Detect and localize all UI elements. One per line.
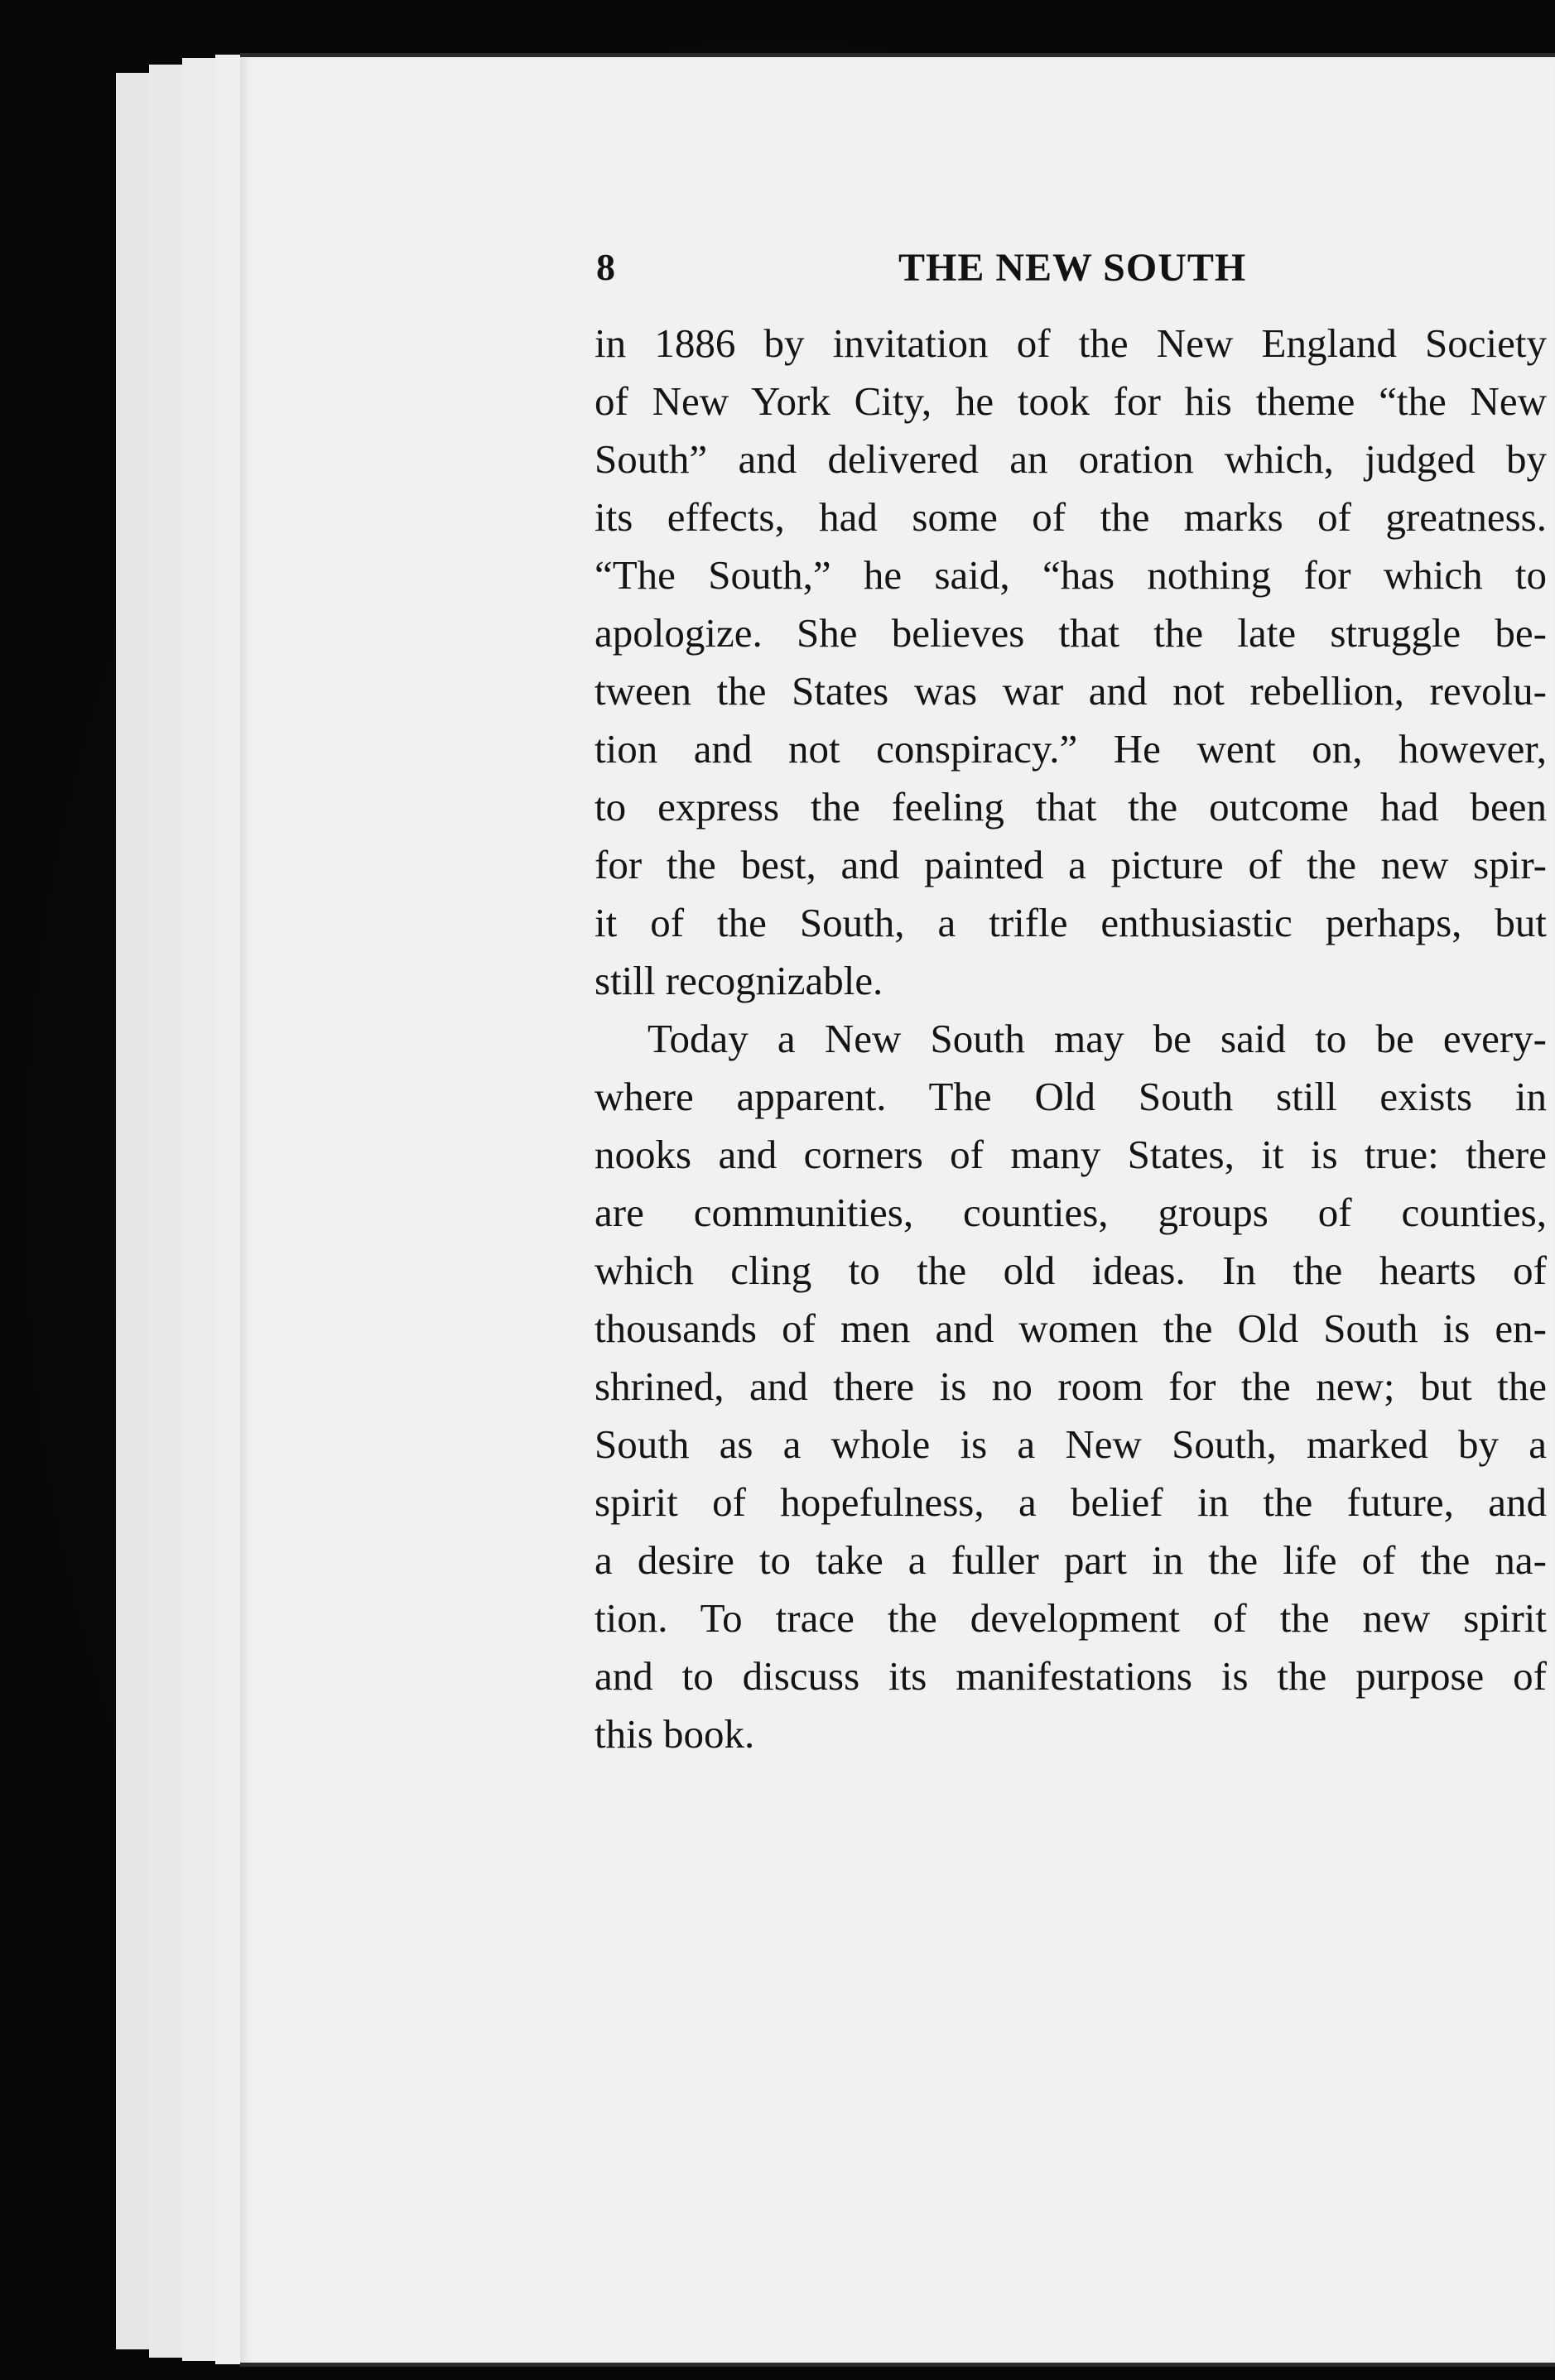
text-line: “The South,” he said, “has nothing for which to [595,552,1547,598]
body-text [595,315,1547,1763]
text-line: Today a New South may be said to be every- [648,1016,1547,1061]
text-line: a desire to take a fuller part in the life of the na- [595,1537,1547,1583]
text-line: of New York City, he took for his theme “the New [595,378,1547,424]
page-stack-edge [182,58,216,2361]
paragraph-1 [595,315,1547,1010]
text-line: South as a whole is a New South, marked by a [595,1421,1547,1467]
text-line: tion. To trace the development of the new spirit [595,1595,1547,1641]
text-line: this book. [595,1711,755,1757]
text-line: still recognizable. [595,958,883,1003]
page-top-edge [240,53,1555,57]
text-line: its effects, had some of the marks of greatness. [595,494,1547,540]
text-line: which cling to the old ideas. In the hearts of [595,1248,1547,1293]
text-line: and to discuss its manifestations is the purpose of [595,1653,1547,1699]
text-line: to express the feeling that the outcome had been [595,784,1547,829]
text-line: spirit of hopefulness, a belief in the future, and [595,1479,1547,1525]
page-number: 8 [596,246,615,288]
page-bottom-edge [240,2363,1555,2367]
text-line: where apparent. The Old South still exists in [595,1074,1547,1119]
text-line: tween the States was war and not rebellion, revolu- [595,668,1547,714]
running-title: THE NEW SOUTH [898,246,1247,290]
text-line: shrined, and there is no room for the new; but the [595,1363,1547,1409]
text-line: nooks and corners of many States, it is true: there [595,1132,1547,1177]
text-line: are communities, counties, groups of counties, [595,1190,1547,1235]
text-line: for the best, and painted a picture of the new spir- [595,842,1547,887]
text-line: it of the South, a trifle enthusiastic perhaps, but [595,900,1547,945]
text-line: tion and not conspiracy.” He went on, however, [595,726,1547,772]
paragraph-2 [595,1010,1547,1763]
text-line: apologize. She believes that the late struggle be- [595,610,1547,656]
page-stack-edge [149,65,183,2358]
text-line: South” and delivered an oration which, judged by [595,436,1547,482]
page-stack-edge [116,73,150,2349]
running-head [596,245,1507,303]
text-line: in 1886 by invitation of the New England Society [595,320,1547,366]
text-line: thousands of men and women the Old South is en- [595,1305,1547,1351]
